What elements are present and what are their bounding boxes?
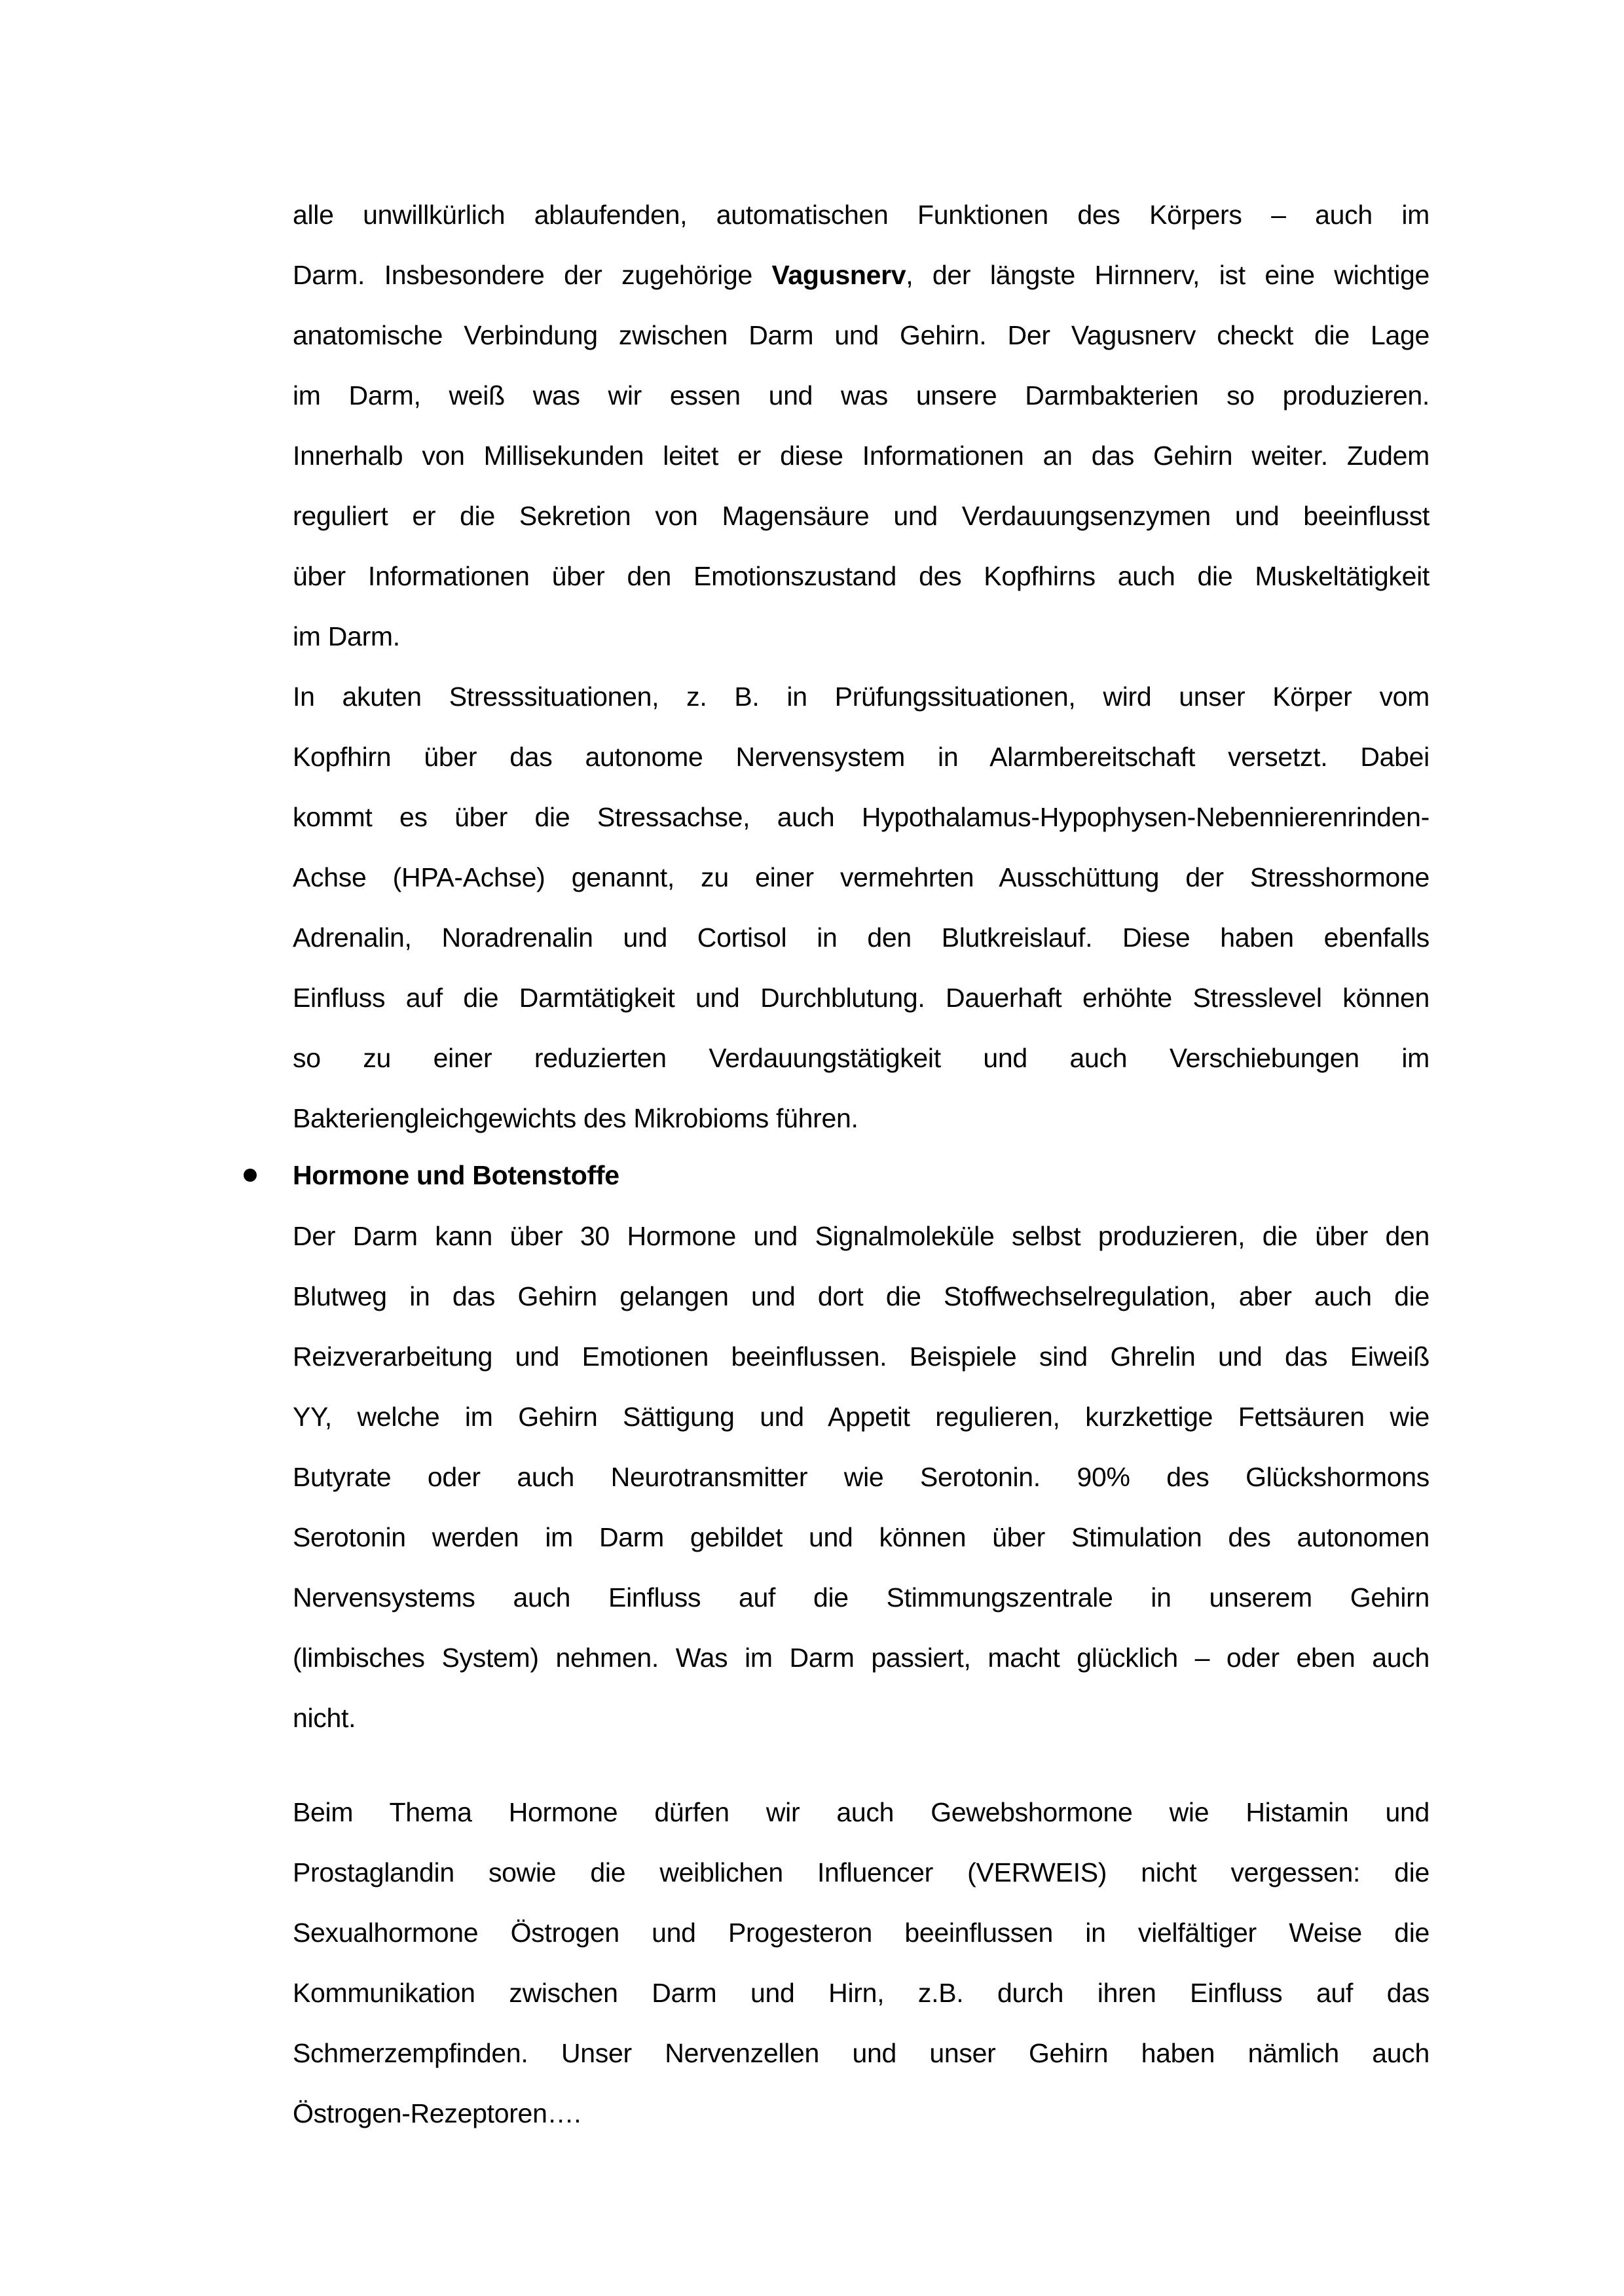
text-line: Serotonin werden im Darm gebildet und können über Stimulation des autonomen [293, 1522, 1430, 1552]
text-line: so zu einer reduzierten Verdauungstätigkeit und auch Verschiebungen im [293, 1043, 1430, 1073]
text-line: Der Darm kann über 30 Hormone und Signalmoleküle selbst produzieren, die über den [293, 1221, 1430, 1251]
text-line: im Darm, weiß was wir essen und was unsere Darmbakterien so produzieren. [293, 380, 1430, 410]
text-span: , der längste Hirnnerv, ist eine wichtige [906, 260, 1430, 290]
text-line: Kopfhirn über das autonome Nervensystem in Alarmbereitschaft versetzt. Dabei [293, 742, 1430, 772]
text-line: im Darm. [293, 621, 400, 651]
text-line: Beim Thema Hormone dürfen wir auch Gewebshormone wie Histamin und [293, 1797, 1430, 1827]
text-line: reguliert er die Sekretion von Magensäure und Verdauungsenzymen und beeinflusst [293, 501, 1430, 531]
bullet-icon [244, 1169, 257, 1182]
text-line: YY, welche im Gehirn Sättigung und Appetit regulieren, kurzkettige Fettsäuren wie [293, 1402, 1430, 1432]
text-line: kommt es über die Stressachse, auch Hypothalamus-Hypophysen-Nebennierenrinden- [293, 802, 1430, 832]
section-heading: Hormone und Botenstoffe [293, 1160, 619, 1190]
text-line: Östrogen-Rezeptoren…. [293, 2098, 581, 2128]
text-line: Prostaglandin sowie die weiblichen Influencer (VERWEIS) nicht vergessen: die [293, 1857, 1430, 1887]
text-line: Achse (HPA-Achse) genannt, zu einer vermehrten Ausschüttung der Stresshormone [293, 862, 1430, 892]
text-span: Darm. Insbesondere der zugehörige [293, 260, 772, 290]
text-line [293, 255, 1430, 295]
text-line: Bakteriengleichgewichts des Mikrobioms führen. [293, 1103, 858, 1133]
text-line: Blutweg in das Gehirn gelangen und dort die Stoffwechselregulation, aber auch die [293, 1281, 1430, 1311]
bold-term-vagusnerv: Vagusnerv [771, 260, 906, 290]
text-line: (limbisches System) nehmen. Was im Darm passiert, macht glücklich – oder eben auch [293, 1643, 1430, 1673]
text-line: über Informationen über den Emotionszustand des Kopfhirns auch die Muskeltätigkeit [293, 561, 1430, 591]
text-line: Nervensystems auch Einfluss auf die Stimmungszentrale in unserem Gehirn [293, 1582, 1430, 1613]
text-line: Schmerzempfinden. Unser Nervenzellen und unser Gehirn haben nämlich auch [293, 2038, 1430, 2068]
text-line: Sexualhormone Östrogen und Progesteron beeinflussen in vielfältiger Weise die [293, 1918, 1430, 1948]
text-line: alle unwillkürlich ablaufenden, automatischen Funktionen des Körpers – auch im [293, 200, 1430, 230]
text-line: Reizverarbeitung und Emotionen beeinflussen. Beispiele sind Ghrelin und das Eiweiß [293, 1341, 1430, 1372]
text-line: Innerhalb von Millisekunden leitet er diese Informationen an das Gehirn weiter. Zudem [293, 441, 1430, 471]
text-line: Adrenalin, Noradrenalin und Cortisol in den Blutkreislauf. Diese haben ebenfalls [293, 922, 1430, 953]
text-line: Kommunikation zwischen Darm und Hirn, z.B. durch ihren Einfluss auf das [293, 1978, 1430, 2008]
text-line: nicht. [293, 1703, 356, 1733]
text-line: anatomische Verbindung zwischen Darm und Gehirn. Der Vagusnerv checkt die Lage [293, 320, 1430, 350]
text-line: Einfluss auf die Darmtätigkeit und Durchblutung. Dauerhaft erhöhte Stresslevel können [293, 983, 1430, 1013]
text-line: In akuten Stresssituationen, z. B. in Prüfungssituationen, wird unser Körper vom [293, 682, 1430, 712]
text-line: Butyrate oder auch Neurotransmitter wie Serotonin. 90% des Glückshormons [293, 1462, 1430, 1492]
